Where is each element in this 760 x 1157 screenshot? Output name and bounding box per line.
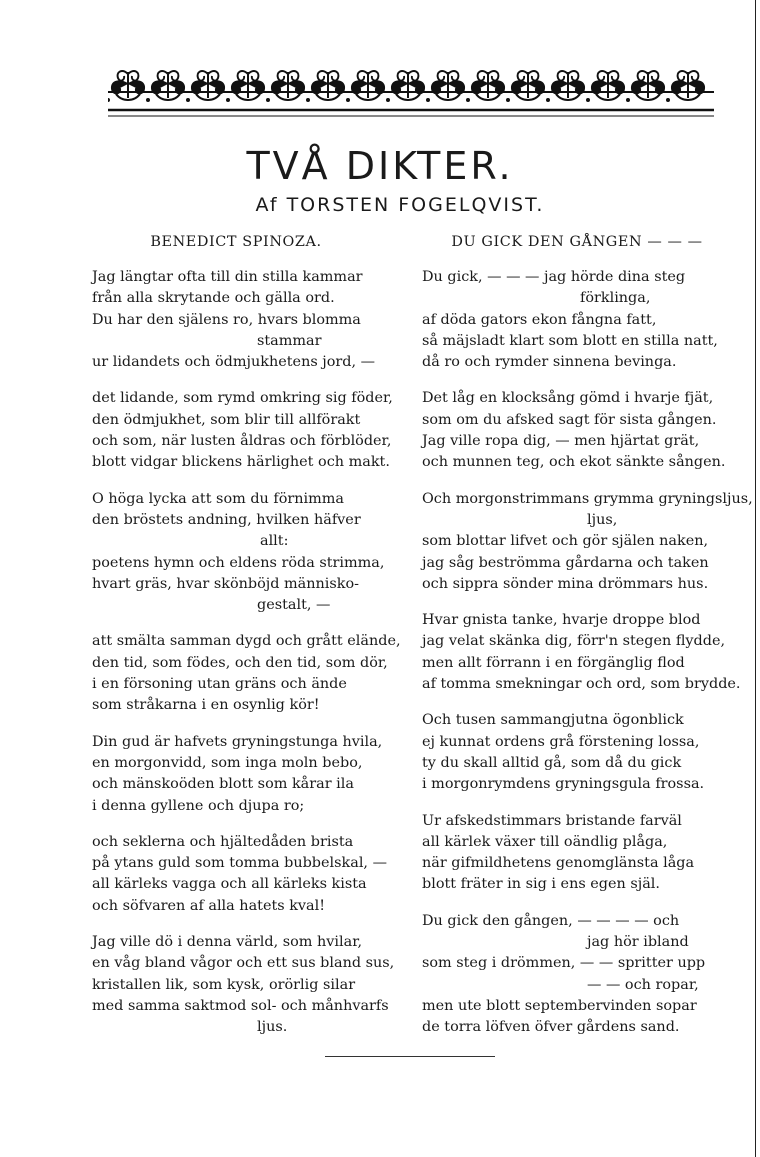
verse-line: från alla skrytande och gälla ord. bbox=[92, 290, 335, 307]
verse-line: en morgonvidd, som inga moln bebo, bbox=[92, 754, 363, 771]
verse-line: som stråkarna i en osynlig kör! bbox=[92, 697, 320, 714]
verse-line: — — och ropar, bbox=[587, 976, 699, 993]
verse-line: Det låg en klocksång gömd i hvarje fjät, bbox=[422, 390, 714, 407]
verse-line: och sippra sönder mina drömmars hus. bbox=[422, 575, 709, 592]
stanza bbox=[92, 631, 402, 716]
author-byline: Af TORSTEN FOGELQVIST. bbox=[255, 194, 545, 216]
verse-line: på ytans guld som tomma bubbelskal, — bbox=[92, 855, 387, 872]
stanza bbox=[92, 932, 402, 1038]
verse-line: hvart gräs, hvar skönböjd människo- bbox=[92, 575, 360, 592]
stanza bbox=[422, 911, 732, 1039]
stanza bbox=[422, 388, 732, 473]
stanza bbox=[92, 732, 402, 817]
verse-line: af döda gators ekon fångna fatt, bbox=[422, 311, 657, 328]
poem-title: BENEDICT SPINOZA. bbox=[150, 234, 322, 250]
fleuron-border-icon bbox=[108, 60, 714, 118]
verse-line: stammar bbox=[257, 332, 322, 349]
verse-line: i morgonrymdens gryningsgula frossa. bbox=[422, 776, 705, 793]
verse-line: O höga lycka att som du förnimma bbox=[92, 490, 344, 507]
verse-line: så mäjsladt klart som blott en stilla natt, bbox=[422, 332, 718, 349]
verse-line: ty du skall alltid gå, som då du gick bbox=[422, 754, 682, 771]
verse-line: poetens hymn och eldens röda strimma, bbox=[92, 554, 385, 571]
verse-line: och som, när lusten åldras och förblöder, bbox=[92, 433, 392, 450]
verse-line: jag hör ibland bbox=[587, 934, 689, 951]
verse-line: då ro och rymder sinnena bevinga. bbox=[422, 354, 677, 371]
stanza bbox=[422, 710, 732, 795]
verse-line: blott vidgar blickens härlighet och makt. bbox=[92, 454, 390, 471]
stanza bbox=[92, 832, 402, 917]
verse-line: Du har den själens ro, hvars blomma bbox=[92, 311, 361, 328]
poem-title: DU GICK DEN GÅNGEN — — — bbox=[451, 234, 703, 250]
verse-line: kristallen lik, som kysk, orörlig silar bbox=[92, 976, 356, 993]
verse-line: och munnen teg, och ekot sänkte sången. bbox=[422, 454, 726, 471]
verse-line: den tid, som födes, och den tid, som dör, bbox=[92, 654, 388, 671]
verse-line: jag såg beströmma gårdarna och taken bbox=[422, 554, 709, 571]
verse-line: Du gick den gången, — — — — och bbox=[422, 912, 680, 929]
stanza bbox=[92, 489, 402, 617]
verse-line: all kärleks vagga och all kärleks kista bbox=[92, 876, 367, 893]
verse-line: blott fräter in sig i ens egen själ. bbox=[422, 876, 660, 893]
verse-line: det lidande, som rymd omkring sig föder, bbox=[92, 390, 393, 407]
verse-line: gestalt, — bbox=[257, 597, 331, 614]
verse-line: Ur afskedstimmars bristande farväl bbox=[422, 812, 682, 829]
verse-line: ej kunnat ordens grå förstening lossa, bbox=[422, 733, 700, 750]
verse-line: Jag ville dö i denna värld, som hvilar, bbox=[92, 934, 363, 951]
verse-line: som om du afsked sagt för sista gången. bbox=[422, 411, 717, 428]
verse-line: men allt förrann i en förgänglig flod bbox=[422, 654, 685, 671]
verse-line: de torra löfven öfver gårdens sand. bbox=[422, 1019, 680, 1036]
verse-line: Och morgonstrimmans grymma gryningsljus, bbox=[422, 490, 753, 507]
poem-du-gick bbox=[422, 232, 753, 1054]
verse-line: af tomma smekningar och ord, som brydde. bbox=[422, 676, 741, 693]
verse-line: den ödmjukhet, som blir till allförakt bbox=[92, 411, 361, 428]
verse-line: Din gud är hafvets gryningstunga hvila, bbox=[92, 733, 383, 750]
verse-line: Hvar gnista tanke, hvarje droppe blod bbox=[422, 612, 701, 629]
verse-line: att smälta samman dygd och grått elände, bbox=[92, 633, 401, 650]
verse-line: men ute blott septembervinden sopar bbox=[422, 997, 697, 1014]
verse-line: ljus, bbox=[587, 511, 618, 528]
verse-line: Du gick, — — — jag hörde dina steg bbox=[422, 269, 686, 285]
stanza bbox=[422, 811, 732, 896]
verse-line: och söfvaren af alla hatets kval! bbox=[92, 897, 326, 914]
verse-line: och mänskoöden blott som kårar ila bbox=[92, 776, 354, 793]
verse-line: Och tusen sammangjutna ögonblick bbox=[422, 712, 684, 729]
verse-line: med samma saktmod sol- och månhvarfs bbox=[92, 997, 389, 1014]
verse-line: all kärlek växer till oändlig plåga, bbox=[422, 833, 668, 850]
page-title: TVÅ DIKTER. bbox=[246, 144, 514, 188]
verse-line: förklinga, bbox=[580, 290, 651, 307]
verse-line: som steg i drömmen, — — spritter upp bbox=[422, 955, 706, 972]
verse-line: jag velat skänka dig, förr'n stegen flydde, bbox=[422, 633, 726, 650]
verse-line: och seklerna och hjältedåden brista bbox=[92, 833, 354, 850]
verse-line: ljus. bbox=[257, 1019, 288, 1036]
footer-rule bbox=[325, 1056, 495, 1057]
poem-spinoza bbox=[92, 232, 402, 1054]
stanza bbox=[422, 489, 753, 595]
stanza bbox=[422, 610, 741, 695]
stanza bbox=[92, 267, 402, 373]
verse-line: Jag ville ropa dig, — men hjärtat grät, bbox=[422, 433, 700, 450]
verse-line: en våg bland vågor och ett sus bland sus, bbox=[92, 955, 395, 972]
verse-line: när gifmildhetens genomglänsta låga bbox=[422, 855, 695, 872]
stanza bbox=[92, 388, 402, 473]
verse-line: den bröstets andning, hvilken häfver bbox=[92, 511, 361, 528]
verse-line: allt: bbox=[260, 533, 289, 550]
verse-line: Jag längtar ofta till din stilla kammar bbox=[92, 269, 363, 285]
verse-line: i denna gyllene och djupa ro; bbox=[92, 797, 305, 814]
verse-line: som blottar lifvet och gör själen naken, bbox=[422, 533, 709, 550]
verse-line: i en försoning utan gräns och ände bbox=[92, 676, 347, 693]
stanza bbox=[422, 267, 732, 373]
verse-line: ur lidandets och ödmjukhetens jord, — bbox=[92, 354, 376, 371]
